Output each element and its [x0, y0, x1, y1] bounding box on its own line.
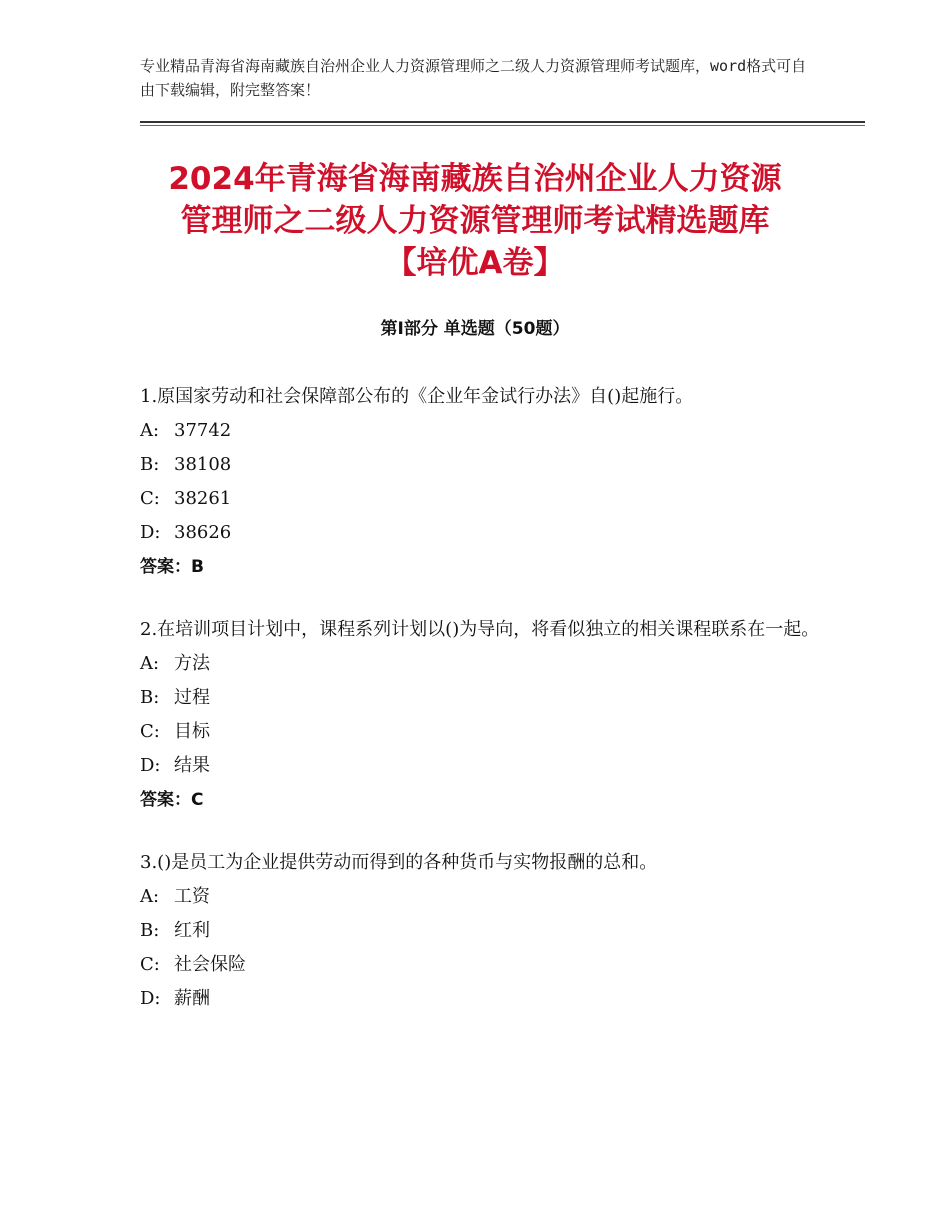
option-c	[140, 950, 820, 984]
option-b	[140, 916, 820, 950]
option-letter: C:	[140, 954, 160, 975]
option-text: 方法	[174, 653, 210, 674]
title-line-2: 管理师之二级人力资源管理师考试精选题库	[180, 203, 770, 239]
title-line-1: 2024年青海省海南藏族自治州企业人力资源	[168, 161, 782, 197]
option-c	[140, 484, 820, 518]
answer-label: 答案：B	[140, 557, 204, 577]
option-letter: B:	[140, 687, 160, 708]
title-line-3: 【培优A卷】	[385, 245, 565, 281]
option-d	[140, 984, 820, 1018]
option-text: 38626	[174, 522, 232, 543]
option-a	[140, 649, 820, 683]
option-letter: D:	[140, 755, 161, 776]
option-text: 目标	[174, 721, 210, 742]
question-2	[140, 615, 820, 819]
option-text: 薪酬	[174, 988, 210, 1009]
option-text: 38108	[174, 454, 232, 475]
option-b	[140, 450, 820, 484]
option-letter: A:	[140, 420, 160, 441]
option-d	[140, 751, 820, 785]
header-divider-thick	[140, 121, 865, 123]
option-text: 37742	[174, 420, 232, 441]
option-text: 社会保险	[174, 954, 246, 975]
option-letter: B:	[140, 920, 160, 941]
option-letter: A:	[140, 886, 160, 907]
question-stem: 1.原国家劳动和社会保障部公布的《企业年金试行办法》自()起施行。	[140, 386, 694, 407]
option-letter: A:	[140, 653, 160, 674]
answer-label: 答案：C	[140, 790, 204, 810]
question-1	[140, 382, 820, 586]
header-divider-thin	[140, 125, 865, 126]
option-b	[140, 683, 820, 717]
option-text: 红利	[174, 920, 210, 941]
option-a	[140, 882, 820, 916]
question-stem: 2.在培训项目计划中，课程系列计划以()为导向，将看似独立的相关课程联系在一起。	[140, 619, 820, 640]
question-list	[140, 382, 820, 1047]
document-title	[110, 158, 840, 284]
option-text: 38261	[174, 488, 232, 509]
option-text: 过程	[174, 687, 210, 708]
section-heading: 第Ⅰ部分 单选题（50题）	[380, 319, 570, 339]
option-a	[140, 416, 820, 450]
question-3	[140, 848, 820, 1018]
option-text: 工资	[174, 886, 210, 907]
option-letter: C:	[140, 721, 160, 742]
option-letter: B:	[140, 454, 160, 475]
option-text: 结果	[174, 755, 210, 776]
header-note: 专业精品青海省海南藏族自治州企业人力资源管理师之二级人力资源管理师考试题库，word格式可自由下载编辑，附完整答案！	[140, 57, 807, 99]
option-d	[140, 518, 820, 552]
question-stem: 3.()是员工为企业提供劳动而得到的各种货币与实物报酬的总和。	[140, 852, 658, 873]
option-letter: C:	[140, 488, 160, 509]
option-letter: D:	[140, 988, 161, 1009]
option-letter: D:	[140, 522, 161, 543]
option-c	[140, 717, 820, 751]
